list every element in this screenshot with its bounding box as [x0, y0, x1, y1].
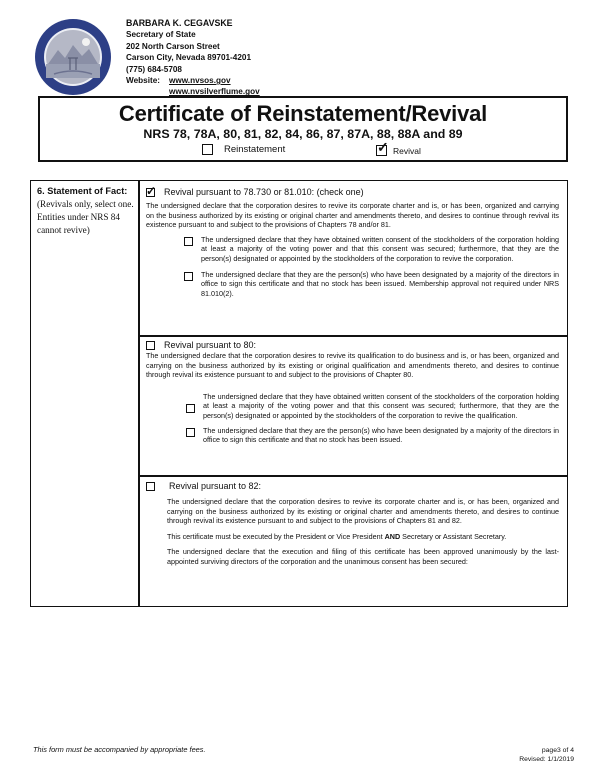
revival-78-option-1	[184, 235, 559, 264]
phone: (775) 684-5708	[126, 64, 182, 74]
reinstatement-checkbox[interactable]	[202, 144, 213, 155]
statement-note: (Revivals only, select one. Entities under NRS 84 cannot revive)	[37, 199, 134, 235]
revival-78-option-2	[184, 270, 559, 299]
revival-80-heading: Revival pursuant to 80:	[164, 340, 257, 350]
page-info	[519, 747, 574, 764]
section-revival-82	[146, 481, 559, 567]
revival-78-heading: Revival pursuant to 78.730 or 81.010: (check one)	[164, 187, 364, 197]
revival-82-checkbox[interactable]	[146, 482, 155, 491]
statement-of-fact-box	[30, 180, 568, 607]
option-reinstatement[interactable]	[202, 144, 285, 155]
page-number: page3 of 4	[541, 747, 574, 754]
revival-78-option-1-text: The undersigned declare that they have obtained written consent of the stockholders of the corporation holding at least a majority of the voting power and that this consent was secured; furthermore, that they are the person(s) designated or appointed by the stockholders of the corporation to revive the corporation.	[201, 234, 559, 263]
form-title: Certificate of Reinstatement/Revival	[118, 101, 488, 126]
section-revival-78	[146, 184, 559, 298]
website-label: Website:	[126, 76, 160, 86]
section-revival-80	[146, 340, 559, 445]
revival-82-body: The undersigned declare that the corporation desires to revive its corporate charter and is, or has been, organized and carrying on the business authorized by its existing or original charter and amendments thereto, and desires to continue through revival its existence pursuant to and subject to the provisions of Chapters 81 and 82.	[167, 497, 559, 526]
option-revival[interactable]	[376, 138, 421, 156]
revival-78-option-2-checkbox[interactable]	[184, 272, 193, 281]
revival-80-option-2	[186, 426, 559, 445]
revival-checkbox[interactable]	[376, 138, 389, 156]
revival-78-checkbox[interactable]	[146, 184, 157, 198]
website-link-nvsos[interactable]: www.nvsos.gov	[169, 76, 231, 86]
revival-82-execution-note: This certificate must be executed by the President or Vice President AND Secretary or Assistant Secretary.	[167, 531, 507, 541]
column-divider	[138, 181, 140, 606]
revival-80-option-2-text: The undersigned declare that they are the person(s) who have been designated by a majority of the directors in office to sign this certificate and that no stock has been issued.	[203, 425, 559, 445]
nevada-state-seal	[34, 18, 112, 96]
revival-80-body: The undersigned declare that the corporation desires to revive its qualification to do business and is, or has been, organized and carrying on the business authorized by its existing or original qualification and amendments thereto, and desires to continue through revival its existence pursuant to and subject to the provisions of Chapter 80.	[146, 351, 559, 380]
check-mark-icon: ✓	[377, 138, 389, 155]
revival-label: Revival	[393, 146, 421, 156]
revival-80-option-2-checkbox[interactable]	[186, 428, 195, 437]
statement-heading: 6. Statement of Fact:	[37, 186, 128, 196]
revival-80-checkbox[interactable]	[146, 341, 155, 350]
revival-78-option-1-checkbox[interactable]	[184, 237, 193, 246]
revival-80-option-1-checkbox[interactable]	[186, 404, 195, 413]
revival-82-closing: The undersigned declare that the execution and filing of this certificate has been approved unanimously by the last-appointed surviving directors of the corporation and the unanimous consent has been secured:	[167, 547, 559, 566]
address-line-1: 202 North Carson Street	[126, 41, 220, 51]
revival-78-body: The undersigned declare that the corporation desires to revive its corporate charter and is, or has been, organized and carrying on the business authorized by its existing or original charter and amendments thereto, and desires to continue through revival its existence pursuant to and subject to the provisions of Chapters 78 and/or 81.	[146, 201, 559, 230]
revival-78-option-2-text: The undersigned declare that they are the person(s) who have been designated by a majority of the directors in office to sign this certificate and that no stock has been issued. Membership approval not required under NRS 81.010(2).	[201, 269, 559, 298]
statement-label-column	[37, 185, 141, 237]
section-divider-1	[138, 335, 567, 337]
reinstatement-label: Reinstatement	[224, 144, 286, 155]
form-title-box	[38, 96, 568, 162]
secretary-name: BARBARA K. CEGAVSKE	[126, 18, 233, 28]
website-link-silverflume[interactable]: www.nvsilverflume.gov	[169, 87, 260, 97]
section-divider-2	[138, 475, 567, 477]
secretary-title: Secretary of State	[126, 30, 196, 40]
revival-80-option-1-text: The undersigned declare that they have obtained written consent of the stockholders of the corporation holding at least a majority of the voting power and that this consent was secured; furthermore, that they are the person(s) designated or appointed by the stockholders of the corporation to revive the qualification.	[203, 391, 559, 420]
revision-date: Revised: 1/1/2019	[519, 755, 574, 763]
form-subtitle: NRS 78, 78A, 80, 81, 82, 84, 86, 87, 87A, 88, 88A and 89	[143, 127, 463, 141]
agency-block	[126, 18, 260, 98]
fee-note: This form must be accompanied by appropriate fees.	[33, 745, 206, 754]
check-mark-icon: ✓	[146, 184, 157, 198]
revival-80-option-1	[186, 392, 559, 421]
address-line-2: Carson City, Nevada 89701-4201	[126, 53, 252, 63]
revival-82-heading: Revival pursuant to 82:	[169, 481, 262, 491]
